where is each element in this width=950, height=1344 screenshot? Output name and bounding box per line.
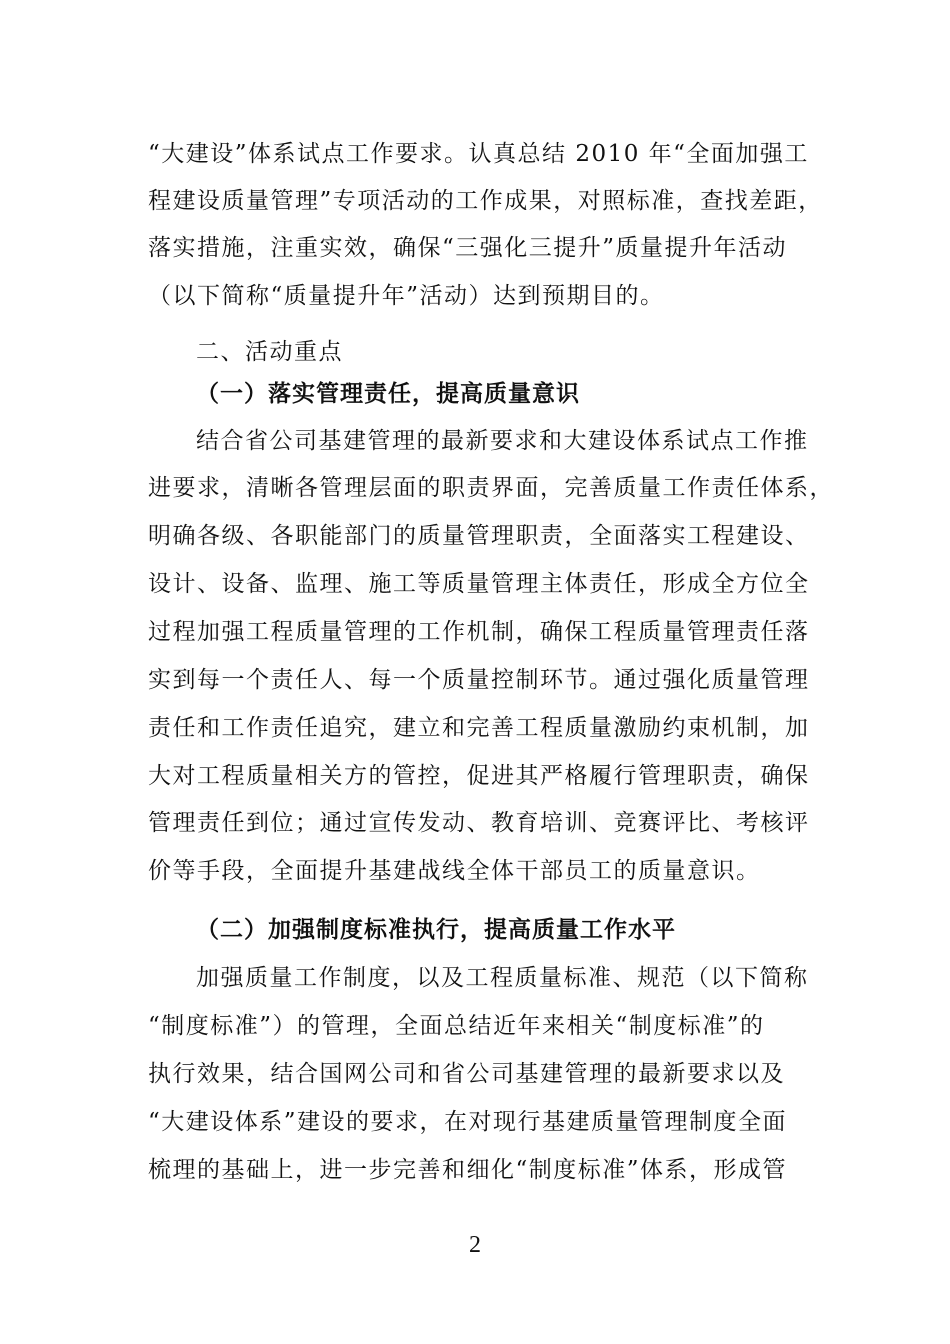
paragraph-line: 大对工程质量相关方的管控，促进其严格履行管理职责，确保 — [148, 763, 810, 789]
paragraph-line: “大建设”体系试点工作要求。认真总结 2010 年“全面加强工 — [148, 141, 809, 167]
paragraph-line: 责任和工作责任追究，建立和完善工程质量激励约束机制，加 — [148, 715, 810, 741]
paragraph-line: （以下简称“质量提升年”活动）达到预期目的。 — [148, 283, 665, 309]
paragraph-line: 设计、设备、监理、施工等质量管理主体责任，形成全方位全 — [148, 571, 810, 597]
paragraph-line: 明确各级、各职能部门的质量管理职责，全面落实工程建设、 — [148, 523, 810, 549]
paragraph-line: 过程加强工程质量管理的工作机制，确保工程质量管理责任落 — [148, 619, 810, 645]
page-number: 2 — [469, 1232, 481, 1258]
paragraph-line: 程建设质量管理”专项活动的工作成果，对照标准，查找差距， — [148, 188, 823, 214]
subsection-heading: （一）落实管理责任，提高质量意识 — [196, 381, 580, 407]
section-heading: 二、活动重点 — [196, 339, 343, 365]
paragraph-line: 进要求，清晰各管理层面的职责界面，完善质量工作责任体系， — [148, 475, 834, 501]
paragraph-line: 落实措施，注重实效，确保“三强化三提升”质量提升年活动 — [148, 235, 788, 261]
paragraph-line: 结合省公司基建管理的最新要求和大建设体系试点工作推 — [196, 428, 809, 454]
paragraph-line: 梳理的基础上，进一步完善和细化“制度标准”体系，形成管 — [148, 1157, 788, 1183]
subsection-heading: （二）加强制度标准执行，提高质量工作水平 — [196, 917, 676, 943]
paragraph-line: 价等手段，全面提升基建战线全体干部员工的质量意识。 — [148, 858, 761, 884]
paragraph-line: 实到每一个责任人、每一个质量控制环节。通过强化质量管理 — [148, 667, 810, 693]
paragraph-line: “制度标准”）的管理，全面总结近年来相关“制度标准”的 — [148, 1013, 765, 1039]
paragraph-line: “大建设体系”建设的要求，在对现行基建质量管理制度全面 — [148, 1109, 788, 1135]
paragraph-line: 管理责任到位；通过宣传发动、教育培训、竞赛评比、考核评 — [148, 810, 810, 836]
paragraph-line: 加强质量工作制度，以及工程质量标准、规范（以下简称 — [196, 965, 809, 991]
paragraph-line: 执行效果，结合国网公司和省公司基建管理的最新要求以及 — [148, 1061, 785, 1087]
